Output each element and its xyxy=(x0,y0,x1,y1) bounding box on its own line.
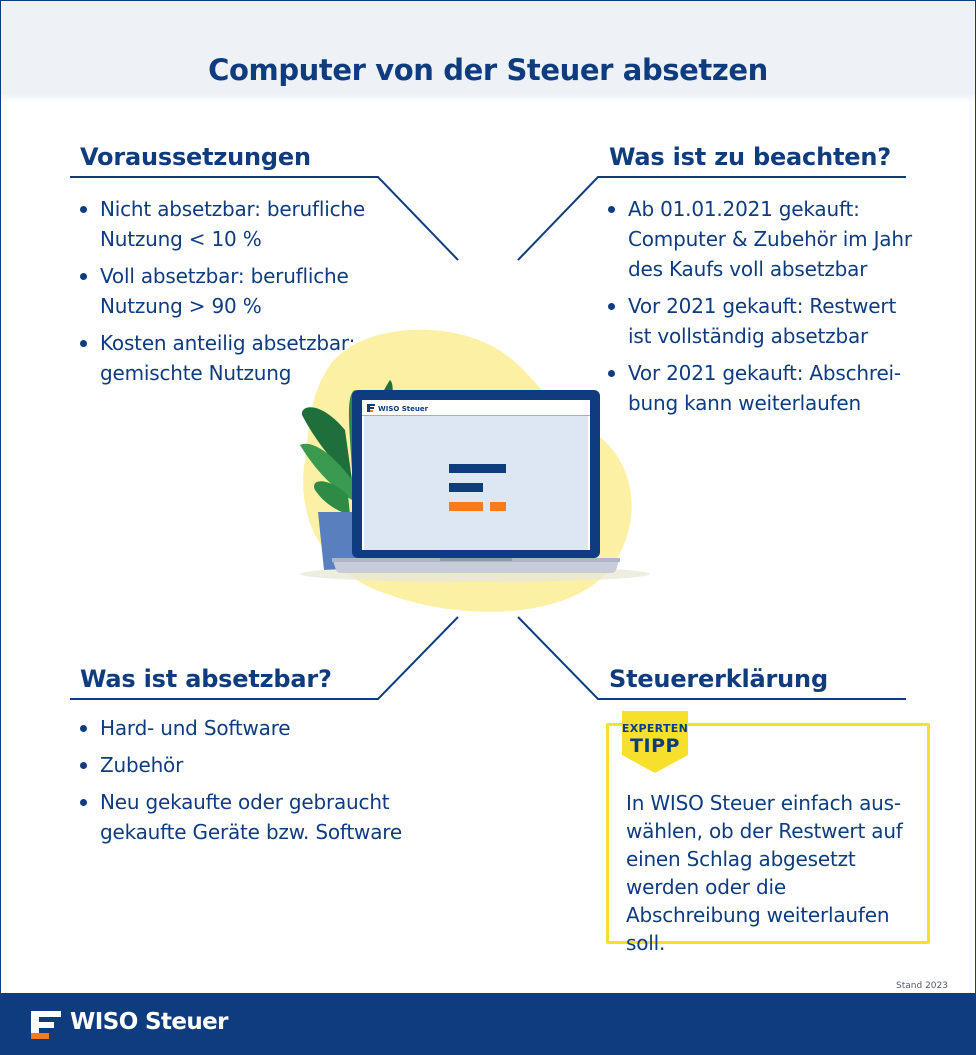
expert-tip-text: In WISO Steuer einfach auswählen, ob der Restwert auf einen Schlag abgesetzt werden oder die Abschreibung weiterlaufen soll. xyxy=(626,791,903,955)
footer-logo-text[interactable]: WISO Steuer xyxy=(70,1009,228,1035)
screen-logo-text: WISO Steuer xyxy=(378,405,429,413)
heading-voraussetzungen: Voraussetzungen xyxy=(80,143,311,171)
page-header xyxy=(1,1,975,95)
list-item: Hard- und Software xyxy=(80,713,410,743)
laptop-plant-illustration xyxy=(290,320,660,620)
list-item: Zubehör xyxy=(80,750,410,780)
list-item: Ab 01.01.2021 gekauft: Computer & Zubehör im Jahr des Kaufs voll absetzbar xyxy=(608,194,918,284)
stand-note: Stand 2023 xyxy=(896,981,948,991)
list-item: Neu gekaufte oder gebraucht gekaufte Geräte bzw. Software xyxy=(80,787,410,847)
laptop-icon xyxy=(332,390,620,573)
badge-line2: TIPP xyxy=(630,735,680,757)
list-item: Vor 2021 gekauft: Abschreibung kann weiterlaufen xyxy=(608,358,918,418)
badge-line1: EXPERTEN xyxy=(621,722,689,735)
list-item: Kosten anteilig absetzbar: gemischte Nutzung xyxy=(80,328,380,388)
expert-tip-badge xyxy=(619,711,691,775)
heading-was-ist-zu-beachten: Was ist zu beachten? xyxy=(609,143,891,171)
list-item: Vor 2021 gekauft: Restwert ist vollständig absetzbar xyxy=(608,291,918,351)
page-title: Computer von der Steuer absetzen xyxy=(208,53,768,88)
list-item: Nicht absetzbar: berufliche Nutzung < 10 % xyxy=(80,194,380,254)
wiso-logo-icon xyxy=(31,1011,63,1039)
list-item: Voll absetzbar: berufliche Nutzung > 90 % xyxy=(80,261,380,321)
list-absetzbar xyxy=(80,713,410,854)
heading-steuererklaerung: Steuererklärung xyxy=(609,665,828,693)
heading-was-ist-absetzbar: Was ist absetzbar? xyxy=(80,665,332,693)
